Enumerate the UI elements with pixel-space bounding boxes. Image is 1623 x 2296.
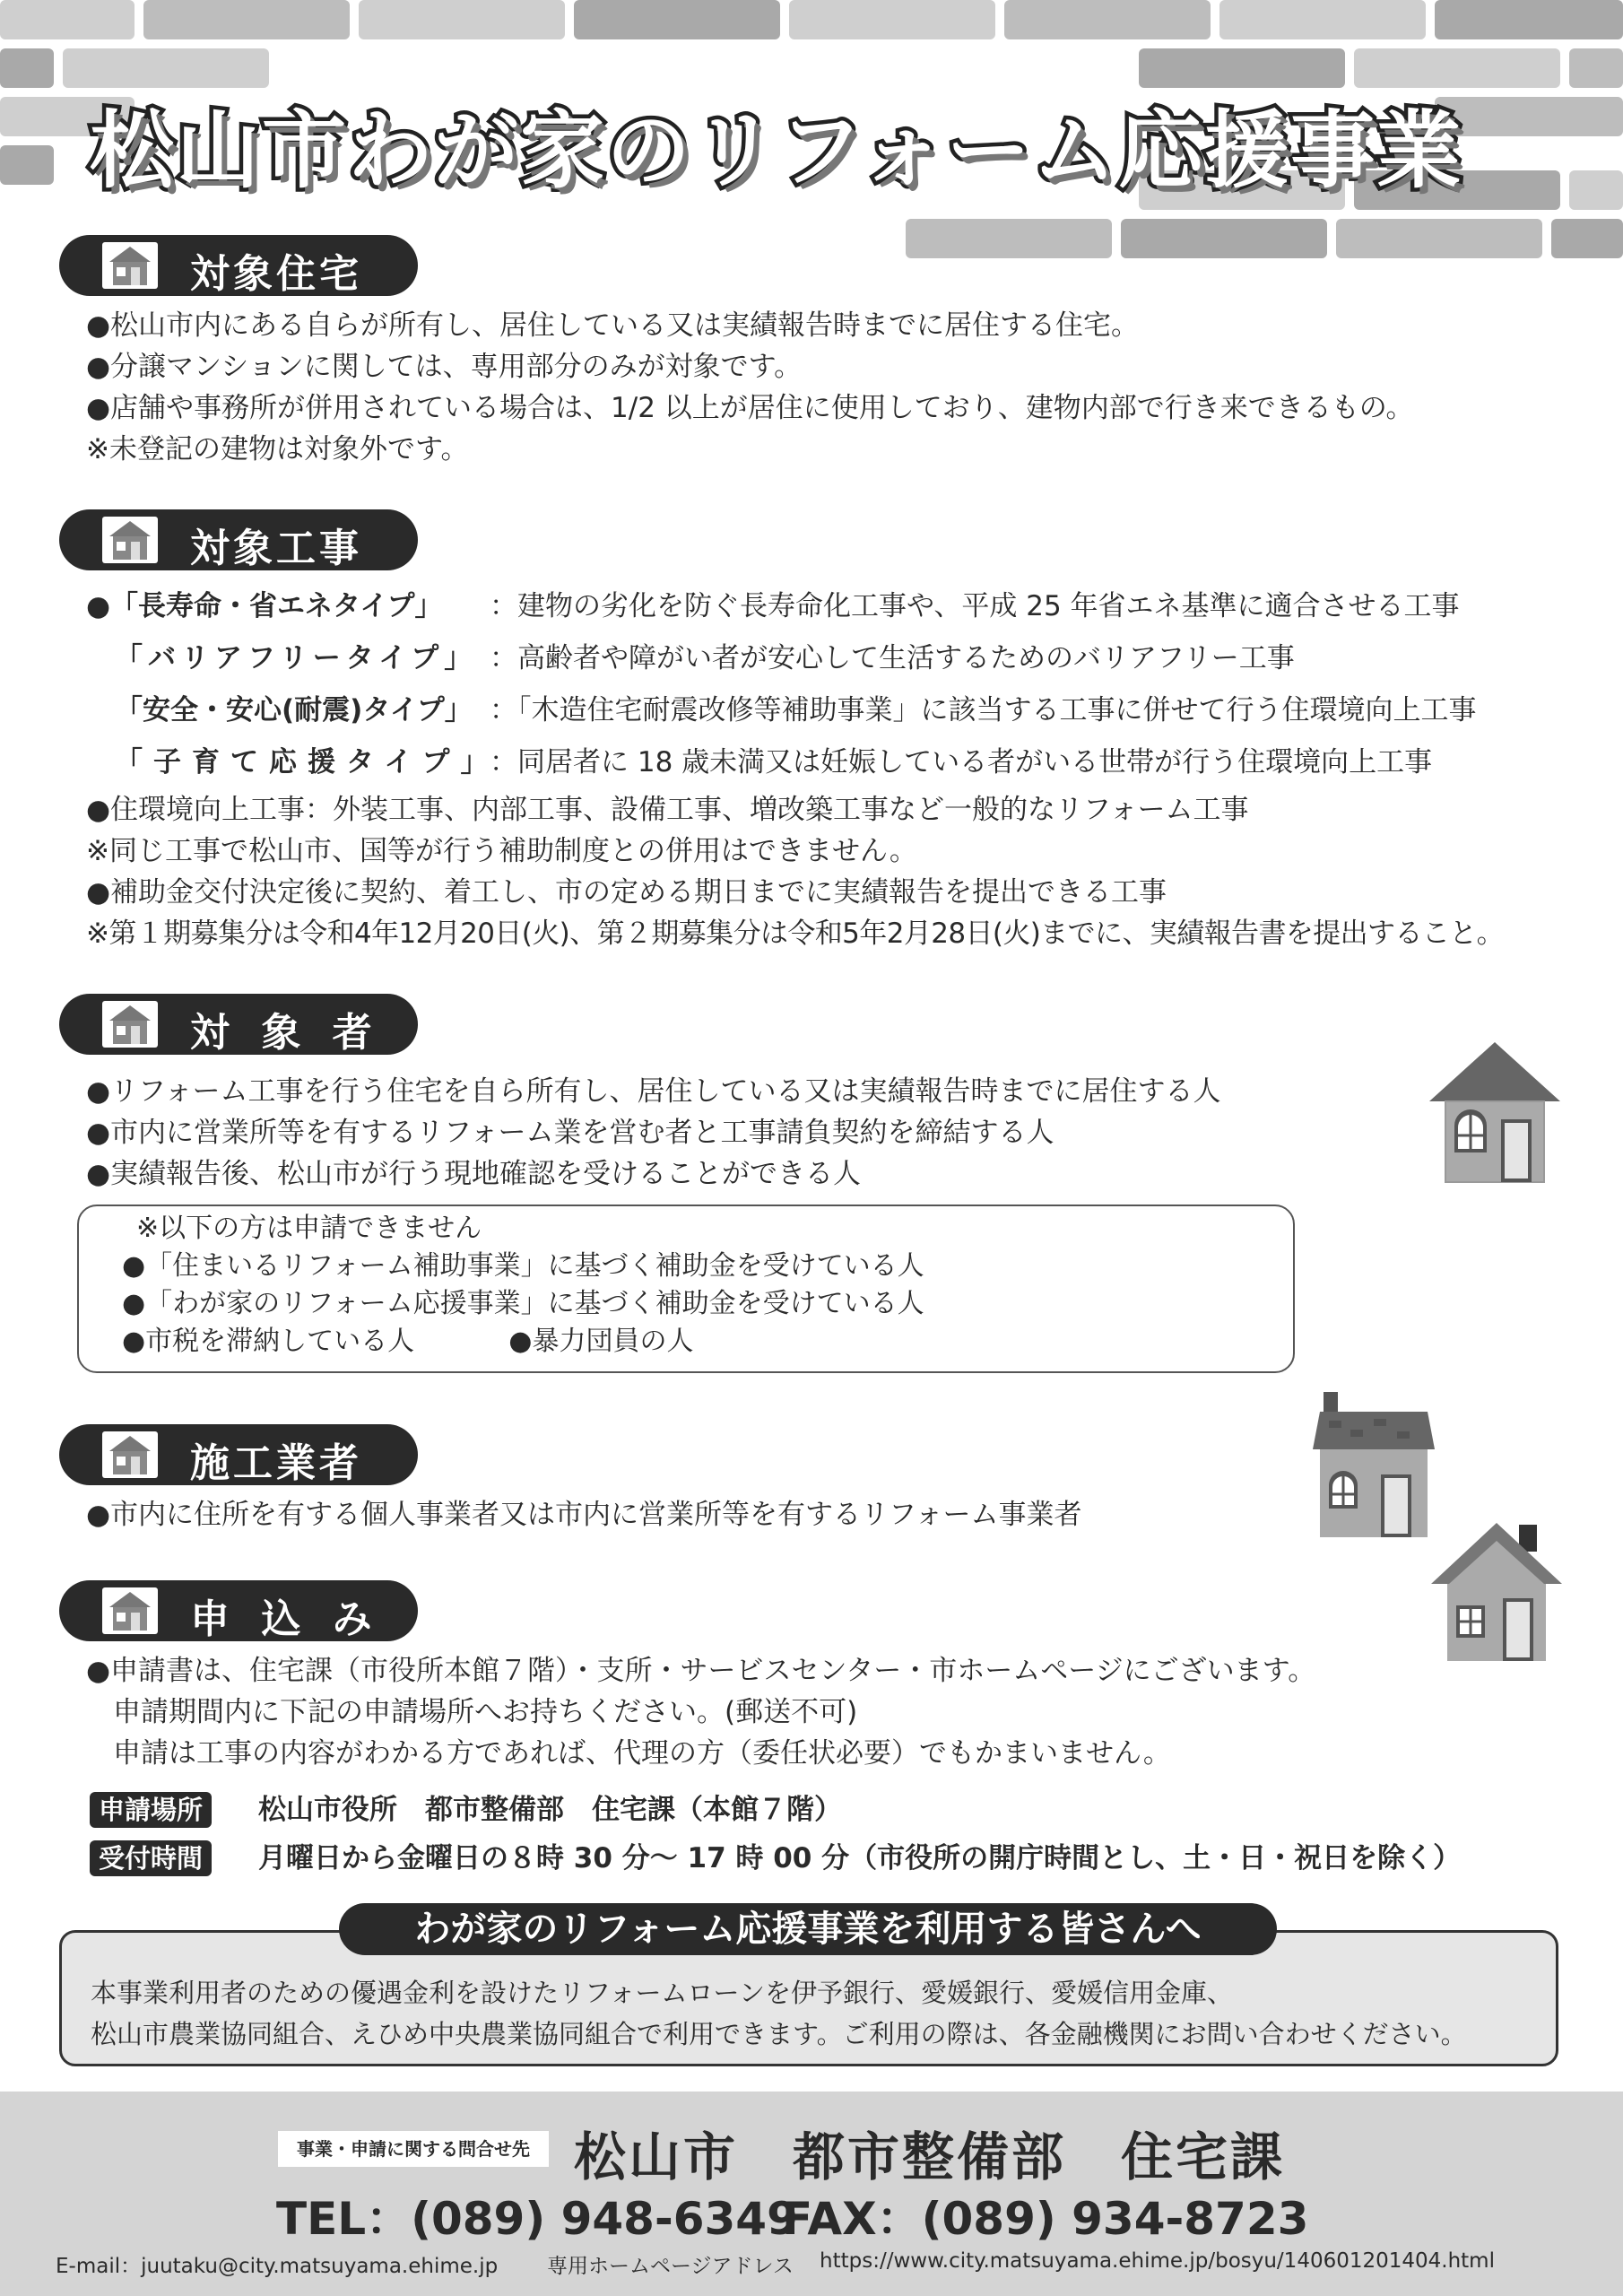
place-value: 松山市役所 都市整備部 住宅課（本館７階） (258, 1794, 842, 1826)
list-item: ●住環境向上工事：外装工事、内部工事、設備工事、増改築工事など一般的なリフォーム工事 (86, 794, 1249, 826)
department-name: 松山市 都市整備部 住宅課 (574, 2126, 1286, 2187)
note: ※以下の方は申請できません (136, 1213, 482, 1244)
application-text (86, 1650, 1315, 1774)
list-item: ●分譲マンションに関しては、専用部分のみが対象です。 (86, 351, 803, 383)
house-icon (102, 242, 158, 289)
hours-label: 受付時間 (90, 1840, 212, 1876)
footer (0, 2092, 1623, 2296)
work-type-label: ●「長寿命・省エネタイプ」 (86, 590, 443, 622)
list-item: ●市内に営業所等を有するリフォーム業を営む者と工事請負契約を締結する人 (86, 1117, 1055, 1149)
note: ※第１期募集分は令和4年12月20日(火)、第２期募集分は令和5年2月28日(火)までに、実績報告書を提出すること。 (86, 918, 1505, 950)
tel-number: TEL：(089) 948-6349 (276, 2193, 798, 2245)
list-item: ●「住まいるリフォーム補助事業」に基づく補助金を受けている人 (122, 1250, 924, 1282)
house-icon (102, 1001, 158, 1048)
work-type-row (115, 739, 1514, 780)
list-item: ●市内に住所を有する個人事業者又は市内に営業所等を有するリフォーム事業者 (86, 1499, 1082, 1531)
work-type-desc: ：建物の劣化を防ぐ長寿命化工事や、平成 25 年省エネ基準に適合させる工事 (490, 590, 1460, 622)
notice-line: 松山市農業協同組合、えひめ中央農業協同組合で利用できます。ご利用の際は、各金融機関にお問い合わせください。 (91, 2019, 1467, 2049)
house-icon (102, 517, 158, 563)
notice-line: 本事業利用者のための優遇金利を設けたリフォームローンを伊予銀行、愛媛銀行、愛媛信用金庫、 (91, 1978, 1233, 2008)
section-heading-eligible (59, 994, 418, 1055)
heading-text: 対象工事 (190, 526, 362, 571)
heading-text: 施工業者 (190, 1440, 362, 1486)
section-heading-target-housing (59, 235, 418, 296)
section-heading-application (59, 1580, 418, 1641)
house-icon (102, 1587, 158, 1634)
contractor-text (86, 1494, 1082, 1535)
work-type-row (115, 635, 1514, 676)
list-item: 申請は工事の内容がわかる方であれば、代理の方（委任状必要）でもかまいません。 (113, 1737, 1171, 1770)
list-item: 申請期間内に下記の申請場所へお持ちください。(郵送不可) (113, 1696, 858, 1728)
work-type-desc: ：同居者に 18 歳未満又は妊娠している者がいる世帯が行う住環境向上工事 (490, 746, 1433, 778)
email-address: E-mail：juutaku@city.matsuyama.ehime.jp (56, 2255, 499, 2278)
list-item: ●リフォーム工事を行う住宅を自ら所有し、居住している又は実績報告時までに居住する人 (86, 1075, 1221, 1108)
target-work-notes (86, 789, 1504, 954)
ineligible-box (77, 1205, 1295, 1373)
work-type-row (86, 583, 1521, 624)
target-housing-text (86, 305, 1414, 470)
work-type-label: 「バリアフリータイプ」 (115, 642, 478, 674)
homepage-url[interactable]: https://www.city.matsuyama.ehime.jp/bosyu/140601201404.html (820, 2249, 1495, 2273)
fax-number: FAX：(089) 934-8723 (782, 2193, 1309, 2245)
place-label: 申請場所 (90, 1792, 212, 1828)
gang-member: ●暴力団員の人 (508, 1326, 694, 1357)
inquiry-label: 事業・申請に関する問合せ先 (278, 2131, 549, 2167)
list-item: ●松山市内にある自らが所有し、居住している又は実績報告時までに居住する住宅。 (86, 309, 1140, 342)
tax-delinquent: ●市税を滞納している人 (122, 1326, 415, 1357)
list-item: ●実績報告後、松山市が行う現地確認を受けることができる人 (86, 1158, 862, 1190)
users-notice-text (91, 1972, 1467, 2055)
note: ※同じ工事で松山市、国等が行う補助制度との併用はできません。 (86, 835, 917, 867)
page-title: 松山市わが家のリフォーム応援事業 (90, 102, 1463, 200)
homepage-label: 専用ホームページアドレス (547, 2255, 794, 2278)
heading-text: 申 込 み (190, 1596, 381, 1642)
list-item: ●店舗や事務所が併用されている場合は、1/2 以上が居住に使用しており、建物内部で行き来できるもの。 (86, 392, 1414, 424)
list-item: ●「わが家のリフォーム応援事業」に基づく補助金を受けている人 (122, 1288, 924, 1319)
work-type-row (115, 687, 1514, 728)
house-illustration (1429, 1519, 1564, 1663)
house-icon (102, 1431, 158, 1478)
section-heading-contractor (59, 1424, 418, 1485)
house-illustration (1428, 1040, 1562, 1184)
list-item: ●申請書は、住宅課（市役所本館７階）・支所・サービスセンター・市ホームページにございます。 (86, 1655, 1316, 1687)
work-type-desc: ：「木造住宅耐震改修等補助事業」に該当する工事に併せて行う住環境向上工事 (490, 694, 1477, 726)
section-heading-target-work (59, 509, 418, 570)
list-item: ●補助金交付決定後に契約、着工し、市の定める期日までに実績報告を提出できる工事 (86, 876, 1167, 909)
work-type-label: 「子育て応援タイプ」 (115, 746, 499, 778)
work-type-desc: ：高齢者や障がい者が安心して生活するためのバリアフリー工事 (490, 642, 1295, 674)
note: ※未登記の建物は対象外です。 (86, 433, 469, 465)
heading-text: 対象住宅 (190, 251, 362, 297)
ineligible-list (122, 1210, 924, 1361)
users-notice-heading: わが家のリフォーム応援事業を利用する皆さんへ (339, 1903, 1277, 1955)
list-item (122, 1323, 924, 1361)
work-type-label: 「安全・安心(耐震)タイプ」 (115, 694, 473, 726)
hours-value: 月曜日から金曜日の８時 30 分～ 17 時 00 分（市役所の開庁時間とし、土・日・祝日を除く） (258, 1842, 1462, 1874)
house-illustration (1311, 1387, 1436, 1539)
heading-text: 対 象 者 (190, 1010, 381, 1056)
eligible-text (86, 1071, 1221, 1195)
